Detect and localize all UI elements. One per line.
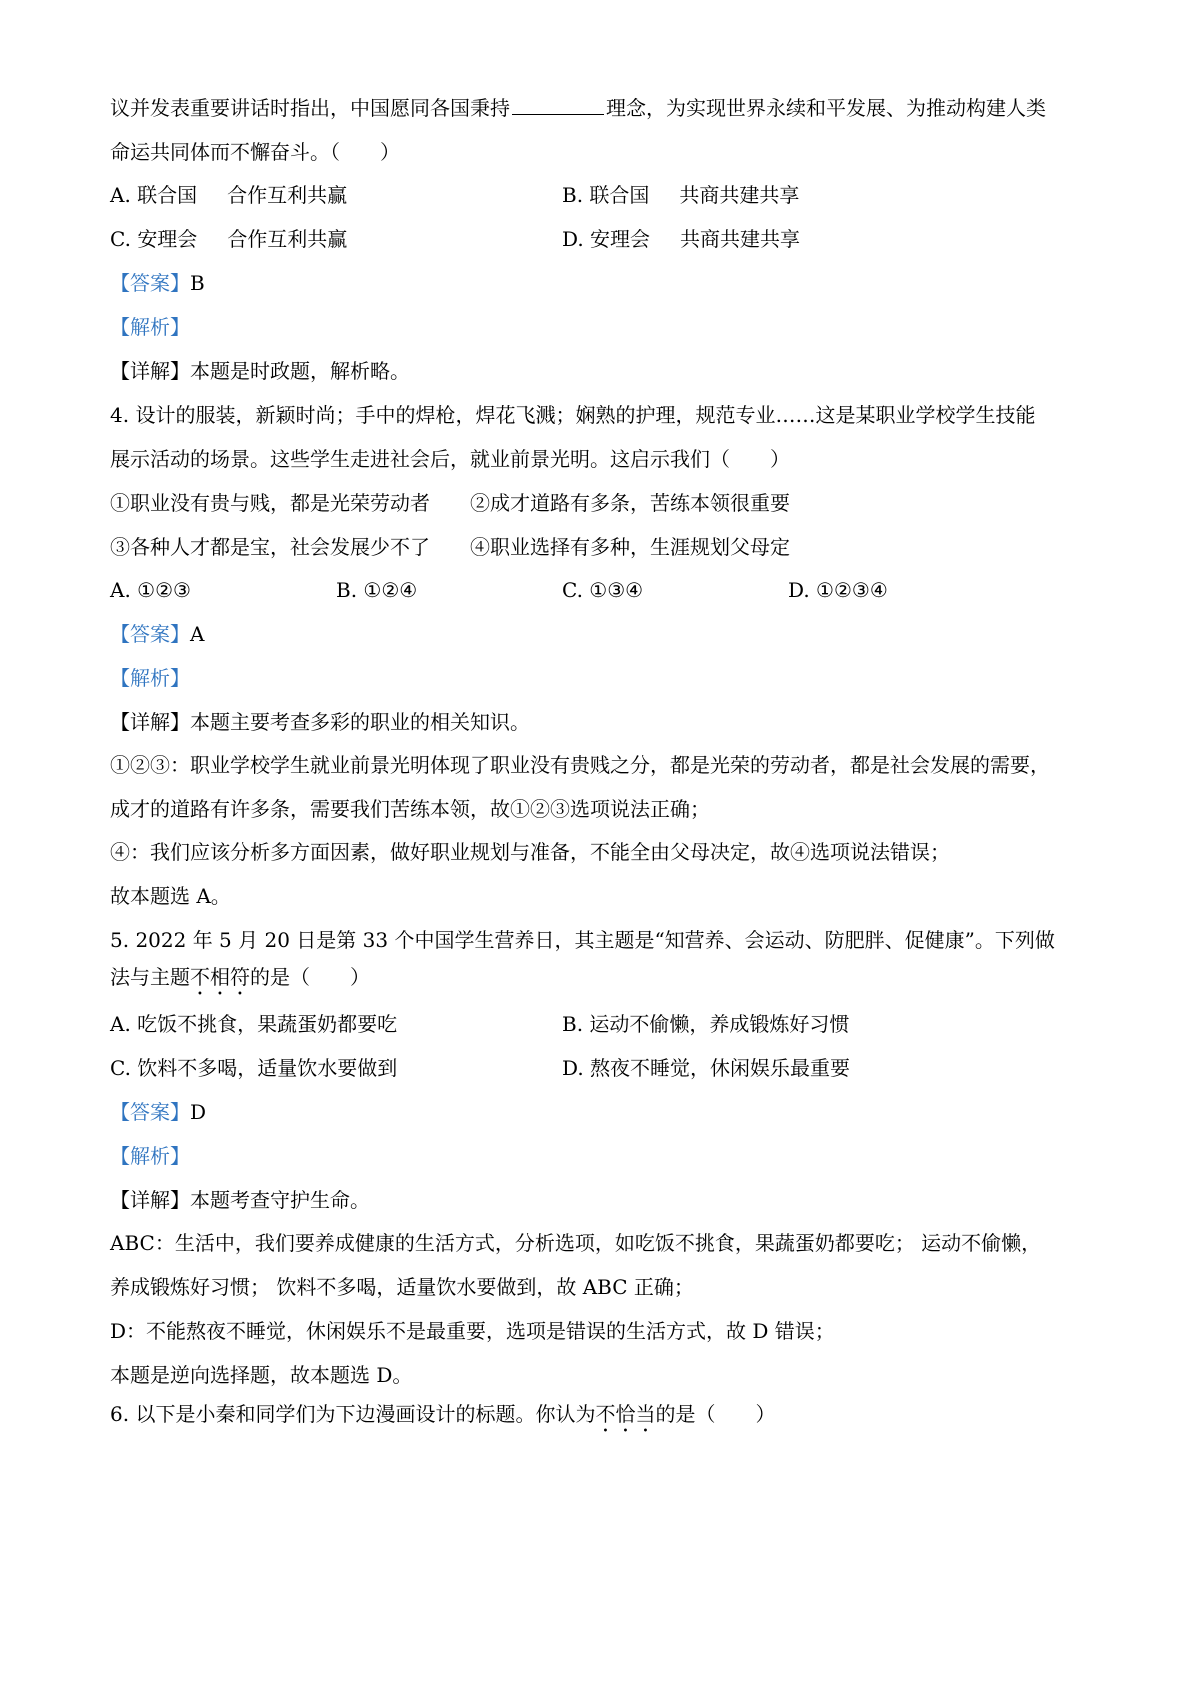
q4-explanation-2: 成才的道路有许多条，需要我们苦练本领，故①②③选项说法正确； <box>110 797 710 821</box>
q3-detail: 【详解】本题是时政题，解析略。 <box>110 359 410 383</box>
answer-tag: 【答案】 <box>110 271 190 295</box>
q3-analysis-tag: 【解析】 <box>110 315 190 339</box>
q4-answer <box>110 620 204 648</box>
emphasized-text: 不相符 <box>190 965 250 989</box>
q3-answer <box>110 269 205 297</box>
q5-explanation-4: 本题是逆向选择题，故本题选 D。 <box>110 1363 413 1387</box>
q4-statement-2: ②成才道路有多条，苦练本领很重要 <box>470 491 790 515</box>
q4-stem-line-2: 展示活动的场景。这些学生走进社会后，就业前景光明。这启示我们（ ） <box>110 447 790 471</box>
q3-stem-b: 理念，为实现世界永续和平发展、为推动构建人类 <box>606 96 1046 120</box>
q4-statement-1: ①职业没有贵与贱，都是光荣劳动者 <box>110 491 430 515</box>
q5-option-d: D. 熬夜不睡觉，休闲娱乐最重要 <box>562 1056 851 1080</box>
q5-detail: 【详解】本题考查守护生命。 <box>110 1188 370 1212</box>
q4-analysis-tag: 【解析】 <box>110 666 190 690</box>
emphasized-text: 不恰当 <box>595 1402 656 1426</box>
q6-stem: 6. 以下是小秦和同学们为下边漫画设计的标题。你认为不恰当的是（ ） <box>110 1402 776 1426</box>
q5-explanation-2: 养成锻炼好习惯； 饮料不多喝，适量饮水要做到，故 ABC 正确； <box>110 1275 694 1299</box>
q3-option-a: A. 联合国 合作互利共赢 <box>110 183 348 207</box>
q5-option-c: C. 饮料不多喝，适量饮水要做到 <box>110 1056 398 1080</box>
q4-option-a: A. ①②③ <box>110 578 191 602</box>
q3-stem-line-1 <box>110 94 1046 122</box>
q4-statement-3: ③各种人才都是宝，社会发展少不了 <box>110 535 430 559</box>
q3-stem-a: 议并发表重要讲话时指出，中国愿同各国秉持 <box>110 96 510 120</box>
q5-explanation-3: D：不能熬夜不睡觉，休闲娱乐不是最重要，选项是错误的生活方式，故 D 错误； <box>110 1319 835 1343</box>
q5-option-a: A. 吃饭不挑食，果蔬蛋奶都要吃 <box>110 1012 398 1036</box>
q4-statement-4: ④职业选择有多种，生涯规划父母定 <box>470 535 790 559</box>
q4-option-c: C. ①③④ <box>562 578 644 602</box>
q3-option-c: C. 安理会 合作互利共赢 <box>110 227 348 251</box>
q4-option-b: B. ①②④ <box>336 578 418 602</box>
q4-stem-line-1: 4. 设计的服装，新颖时尚；手中的焊枪，焊花飞溅；娴熟的护理，规范专业……这是某职业学校学生技能 <box>110 403 1036 427</box>
q5-option-b: B. 运动不偷懒，养成锻炼好习惯 <box>562 1012 850 1036</box>
fill-in-blank <box>512 96 604 115</box>
answer-tag: 【答案】 <box>110 622 190 646</box>
q5-stem-line-2: 法与主题不相符的是（ ） <box>110 965 370 989</box>
q5-answer <box>110 1098 206 1126</box>
answer-tag: 【答案】 <box>110 1100 190 1124</box>
q5-stem-line-1: 5. 2022 年 5 月 20 日是第 33 个中国学生营养日，其主题是“知营养、会运动、防肥胖、促健康”。下列做 <box>110 928 1055 952</box>
q3-option-d: D. 安理会 共商共建共享 <box>562 227 801 251</box>
q5-explanation-1: ABC：生活中，我们要养成健康的生活方式，分析选项，如吃饭不挑食，果蔬蛋奶都要吃； 运动不偷懒， <box>110 1231 1042 1255</box>
q4-explanation-4: 故本题选 A。 <box>110 884 231 908</box>
q5-analysis-tag: 【解析】 <box>110 1144 190 1168</box>
q4-explanation-1: ①②③：职业学校学生就业前景光明体现了职业没有贵贱之分，都是光荣的劳动者，都是社会发展的需要， <box>110 753 1050 777</box>
answer-value: B <box>190 271 205 295</box>
q4-explanation-3: ④：我们应该分析多方面因素，做好职业规划与准备，不能全由父母决定，故④选项说法错误； <box>110 840 950 864</box>
answer-value: D <box>190 1100 207 1124</box>
q4-option-d: D. ①②③④ <box>788 578 888 602</box>
q3-stem-line-2: 命运共同体而不懈奋斗。（ ） <box>110 140 400 164</box>
q3-option-b: B. 联合国 共商共建共享 <box>562 183 800 207</box>
q4-detail: 【详解】本题主要考查多彩的职业的相关知识。 <box>110 710 530 734</box>
answer-value: A <box>190 622 205 646</box>
